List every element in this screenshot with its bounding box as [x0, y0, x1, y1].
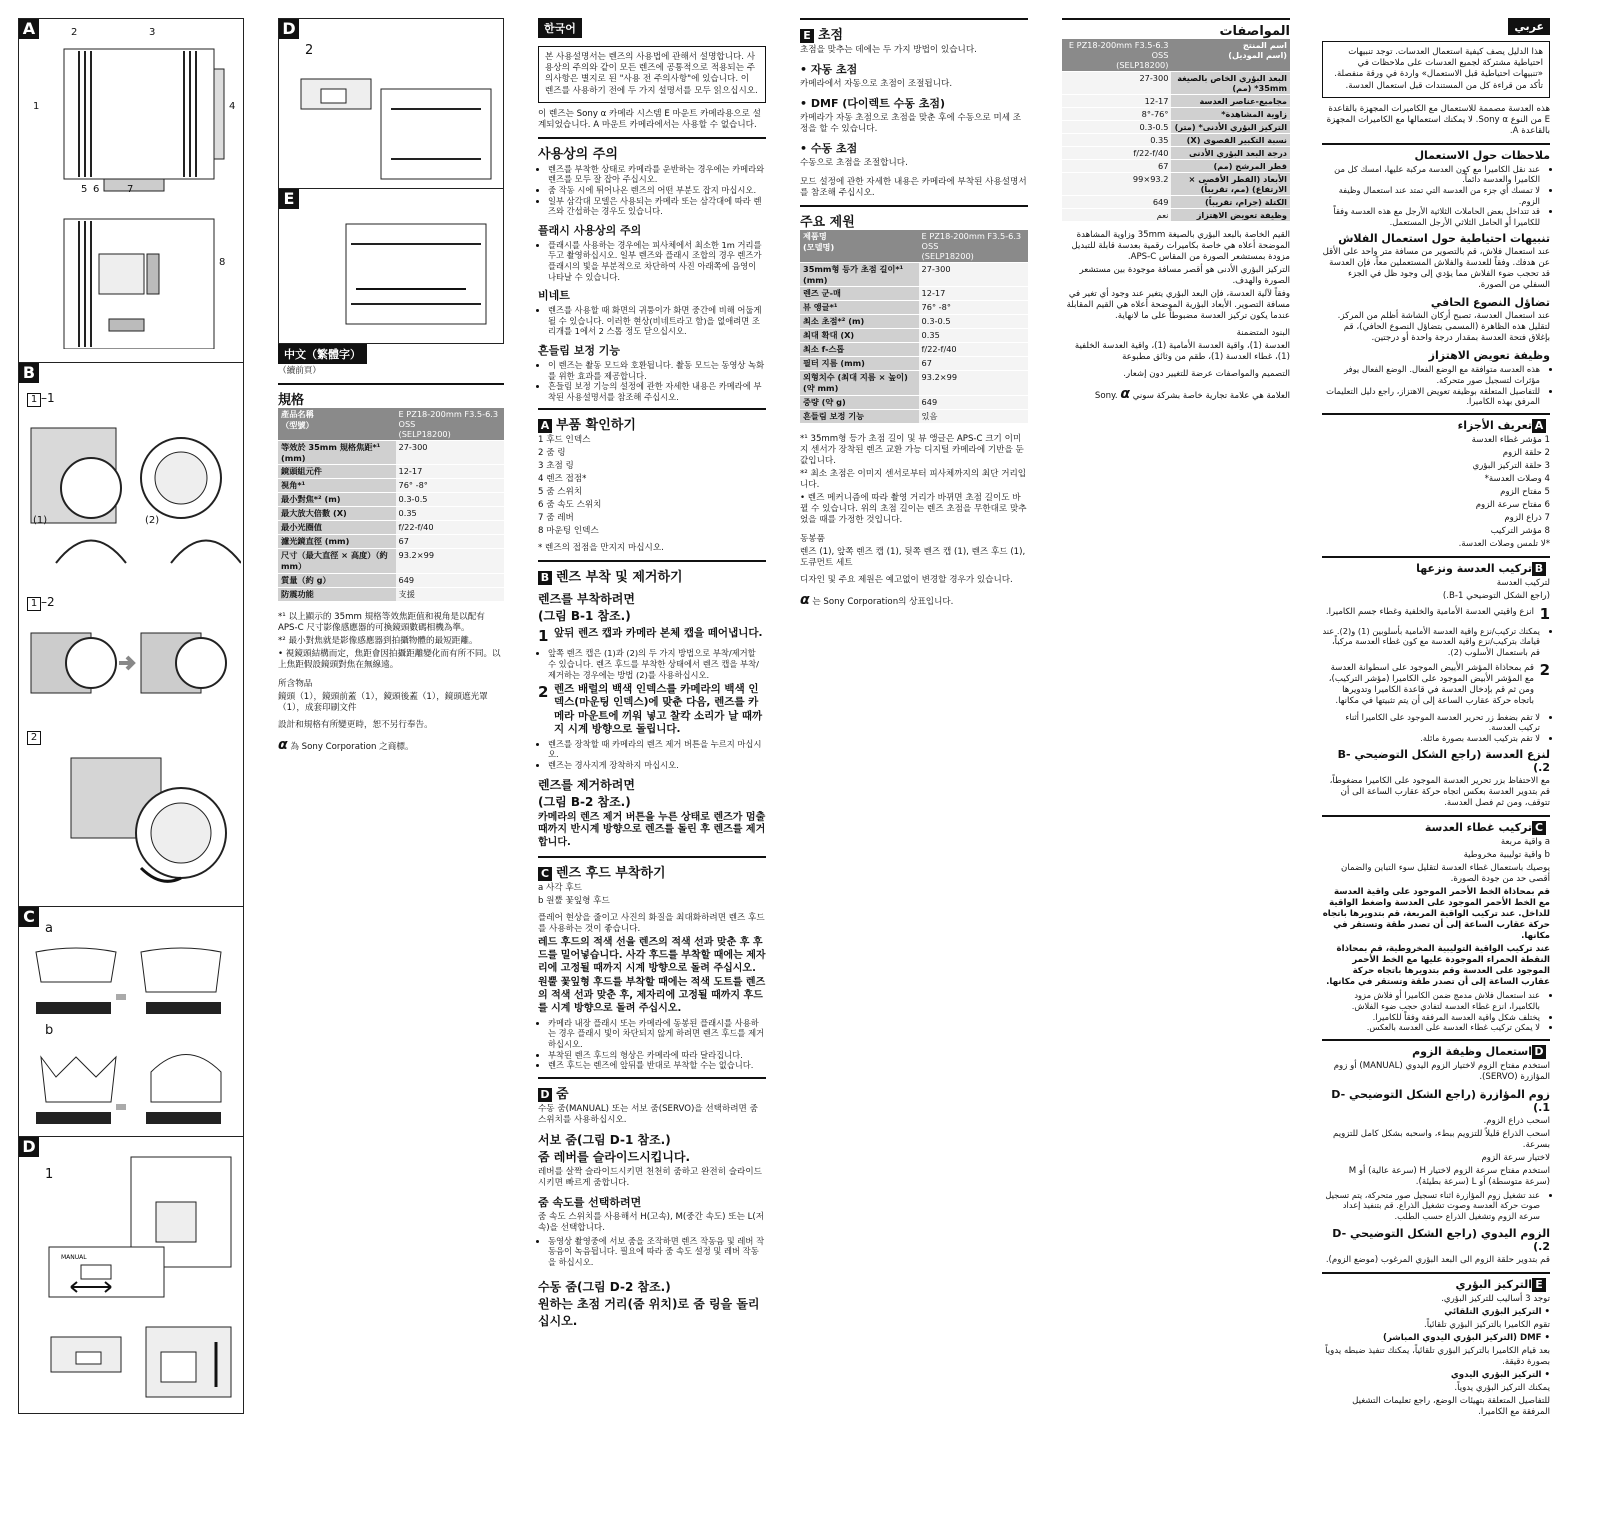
arabic-b-title: Bتركيب العدسة ونزعها	[1322, 556, 1550, 576]
chinese-incl: 鏡頭（1），鏡頭前蓋（1），鏡頭後蓋（1），鏡頭遮光罩（1），成套印刷文件	[278, 692, 488, 713]
spec-key: 필터 지름 (mm)	[800, 357, 919, 371]
arabic-intro: هذه العدسة مصممة للاستعمال مع الكاميرات المجهزة بالقاعدة E من النوع Sony α. لا يمكنك استعمالها مع الكاميرات المجهزة بالقاعدة A.	[1326, 103, 1550, 136]
arabic-c-bold-2: عند تركيب الواقية التوليبية المخروطية، قم بمحاذاة النقطة الحمراء الموجودة عليها مع الخط الأحمر الموجود على العدسة وقم بتدويرها باتجاه حركة عقارب الساعة إلى أن تصدر طقة وتستقر في مكانها.	[1326, 944, 1550, 988]
table-row	[278, 588, 504, 602]
spec-value: 12-17	[1062, 95, 1171, 108]
figure-b	[18, 362, 244, 908]
arabic-vig-title: تضاؤل النصوع الحافي	[1430, 296, 1550, 310]
chinese-spec-table	[278, 408, 504, 602]
table-row	[1062, 72, 1290, 95]
chinese-footnote-2: *² 最小對焦就是影像感應器到拍攝物體的最短距離。	[278, 636, 478, 646]
korean-vignette: • 렌즈를 사용할 때 화면의 귀퉁이가 화면 중간에 비해 어둡게 될 수 있습니다. 이러한 현상(비네트라고 함)을 없애려면 조리개를 1에서 2 스톱 정도 닫으십시오.	[548, 305, 766, 337]
list-item: • 렌즈를 부착한 상태로 카메라를 운반하는 경우에는 카메라와 렌즈를 모두 잘 잡아 주십시오.	[548, 164, 766, 185]
table-row	[278, 479, 504, 493]
korean-c-a: a 사각 후드	[538, 882, 582, 893]
zoom-lever-illustration	[21, 1147, 241, 1407]
spec-key: 제품명 (모델명)	[800, 230, 919, 263]
korean-e-dmf-text: 카메라가 자동 초점으로 초점을 맞춘 후에 수동으로 미세 조정을 할 수 있습니다.	[800, 113, 1022, 134]
korean-intro: 이 렌즈는 Sony α 카메라 시스템 E 마운트 카메라용으로 설계되었습니다. A 마운트 카메라에서는 사용할 수 없습니다.	[538, 108, 761, 130]
spec-value: 0.3-0.5	[396, 493, 504, 507]
arabic-usage-title: ملاحظات حول الاستعمال	[1322, 143, 1550, 162]
spec-key: نسبة التكبير القصوى (X)	[1171, 134, 1290, 147]
table-row	[1062, 196, 1290, 209]
arabic-spec-column	[1062, 18, 1290, 406]
figure-c-tag: C	[19, 907, 39, 927]
alpha-logo: α	[800, 592, 810, 608]
korean-vignette-title: 비네트	[538, 289, 570, 303]
korean-a-list	[538, 435, 766, 537]
arabic-e-dmf-text: بعد قيام الكاميرا بالتركيز البؤري تلقائياً، يمكنك تنفيذ ضبطه يدوياً بصورة دقيقة.	[1325, 1345, 1550, 1367]
figure-b1-label: 1 –1	[27, 391, 55, 407]
arabic-trademark: العلامة هي علامة تجارية خاصة بشركة سوني Sony. α	[1094, 386, 1290, 402]
arabic-note: هذا الدليل يصف كيفية استعمال العدسات. توجد تنبيهات احتياطية مشتركة لجميع العدسات على ملاحظات في «تنبيهات احتياطية قبل الاستعمال» واردة في ورقة منفصلة. تأكد من قراءة كل من المستندات قبل استعمال العدسة.	[1322, 41, 1550, 98]
list-item: 8 마운팅 인덱스	[538, 526, 599, 537]
spec-key: 等效於 35mm 規格焦距*¹ (mm)	[278, 441, 396, 465]
arabic-e-mf-text: يمكنك التركيز البؤري يدوياً.	[1454, 1382, 1550, 1393]
table-row	[800, 263, 1028, 287]
korean-e-more: 모드 설정에 관한 자세한 내용은 카메라에 부착된 사용설명서를 참조해 주십시오.	[800, 177, 1027, 198]
option-2-label: (2)	[145, 515, 160, 526]
spec-value: 93.2×99	[1062, 173, 1171, 196]
list-item: • 카메라 내장 플래시 또는 카메라에 동봉된 플래시를 사용하는 경우 플래시 빛이 차단되지 않게 하려면 렌즈 후드를 제거하십시오.	[548, 1018, 766, 1050]
arabic-flash: عند استعمال فلاش، قم بالتصوير من مسافة متر واحد على الأقل عن هدفك. وفقاً للعدسة والفلاش المستعملين معاً، فإن العدسة قد تحجب ضوء الفلاش مما يؤدي إلى وجود ظل في الجزء السفلي من الصورة.	[1322, 247, 1550, 291]
list-item: • 렌즈를 장착할 때 카메라의 렌즈 제거 버튼을 누르지 마십시오.	[548, 739, 766, 760]
arabic-e-title: Eالتركيز البؤري	[1322, 1272, 1550, 1292]
korean-d-speed: 줌 속도를 선택하려면	[538, 1195, 642, 1209]
table-row	[1062, 160, 1290, 173]
spec-key: البعد البؤري الخاص بالصيغة 35mm* (مم)	[1171, 72, 1290, 95]
arabic-d-servo-text-1: اسحب ذراع الزوم.	[1483, 1115, 1550, 1126]
spec-value: 27-300	[1062, 72, 1171, 95]
table-row	[800, 287, 1028, 301]
arabic-e-mf: • التركيز البؤري اليدوي	[1450, 1369, 1550, 1380]
chinese-change: 設計和規格有所變更時，恕不另行奉告。	[278, 720, 433, 730]
korean-d-text: 수동 줌(MANUAL) 또는 서보 줌(SERVO)을 선택하려면 줌 스위치를 사용하십시오.	[538, 1103, 758, 1125]
camera-with-lens-illustration	[21, 738, 241, 898]
table-row	[278, 441, 504, 465]
arabic-spec-footnote-2: التركيز البؤري الأدنى هو أقصر مسافة موجودة بين مستشعر الصورة والهدف.	[1079, 265, 1290, 286]
spec-value: 649	[1062, 196, 1171, 209]
list-item: • لا يمكن تركيب غطاء العدسة على العدسة بالعكس.	[1322, 1022, 1540, 1033]
chinese-footnote-3: • 視鏡頭結構而定，焦距會因拍攝距離變化而有所不同。以上焦距假設鏡頭對焦在無線遠。	[278, 649, 501, 670]
korean-precautions-list	[538, 164, 766, 217]
arabic-c-a: a واقية مربعة	[1500, 837, 1550, 848]
korean-d-speed-text: 줌 속도 스위치를 사용해서 H(고속), M(중간 속도) 또는 L(저속)을 선택합니다.	[538, 1211, 765, 1233]
figure-d2-tag: D	[279, 19, 299, 39]
korean-precautions-title: 사용상의 주의	[538, 137, 766, 162]
spec-key: 중량 (약 g)	[800, 396, 919, 410]
korean-footnote-2: *² 최소 초점은 이미지 센서로부터 피사체까지의 최단 거리입니다.	[800, 469, 1027, 490]
list-item: 5 줌 스위치	[538, 487, 583, 498]
chinese-trademark: α 為 Sony Corporation 之商標。	[278, 737, 414, 753]
arabic-b-sub: لتركيب العدسة	[1496, 577, 1550, 588]
svg-text:MANUAL: MANUAL	[61, 1254, 87, 1261]
figure-c	[18, 906, 244, 1138]
table-row	[800, 329, 1028, 343]
korean-e-mf-text: 수동으로 초점을 조절합니다.	[800, 158, 908, 168]
spec-key: 最大放大倍數 (X)	[278, 507, 396, 521]
arabic-b-step-2: 2 قم بمحاذاة المؤشر الأبيض الموجود على اسطوانة العدسة مع المؤشر الأبيض الموجود على الكاميرا (مؤشر التركيب)، ومن ثم قم بإدخال العدسة في قاعدة الكاميرا وتدويرها باتجاه حركة عقارب الساعة إلى أن يتم تثبيتها في مكانها.	[1328, 660, 1550, 706]
callout-8: 8	[219, 257, 226, 268]
table-row	[1062, 173, 1290, 196]
korean-c-text: 플레어 현상을 줄이고 사진의 화질을 최대화하려면 렌즈 후드를 사용하는 것이 좋습니다.	[538, 912, 765, 934]
korean-b-title: B 렌즈 부착 및 제거하기	[538, 560, 766, 585]
korean-footnote-1: *¹ 35mm형 등가 초점 길이 및 뷰 앵글은 APS-C 크기 이미지 센서가 장착된 렌즈 교환 가능 디지털 카메라에 기반을 둔 값입니다.	[800, 434, 1024, 466]
chinese-footnote-1: *¹ 以上顯示的 35mm 規格等效焦距值和視角是以配有 APS-C 尺寸影像感應器的可換鏡頭數碼相機為準。	[278, 612, 485, 633]
korean-c-b: b 원뿔 꽃잎형 후드	[538, 895, 610, 906]
korean-column-1	[538, 18, 766, 1331]
list-item: 4 렌즈 접점*	[538, 474, 587, 485]
hood-a-label: a	[45, 921, 53, 936]
spec-key: وظيفة تعويض الاهتزاز	[1171, 209, 1290, 222]
hood-attach-illustration	[21, 917, 241, 1137]
table-row	[800, 301, 1028, 315]
alpha-logo: α	[1120, 386, 1130, 402]
korean-e-mf: • 수동 초점	[800, 142, 858, 155]
figure-b2-step-label: 2	[27, 731, 41, 745]
list-item: 2 حلقة الزوم	[1502, 447, 1550, 458]
table-row	[278, 535, 504, 549]
table-row	[1062, 209, 1290, 222]
spec-key: 最小對焦*² (m)	[278, 493, 396, 507]
korean-a-title: A 부품 확인하기	[538, 408, 766, 433]
list-item: • 렌즈는 경사지게 장착하지 마십시오.	[548, 760, 766, 771]
spec-key: 최소 초점*² (m)	[800, 315, 919, 329]
spec-key: 最小光圈值	[278, 521, 396, 535]
table-row	[278, 574, 504, 588]
korean-e-title: E 초점	[800, 18, 1028, 43]
chinese-lang-tag: 中文（繁體字）	[278, 344, 367, 364]
arabic-d-servo-text-2: اسحب الذراع قليلاً للتزويم ببطء، واسحبه بشكل كامل للتزويم بسرعة.	[1333, 1128, 1550, 1150]
spec-value: 67	[1062, 160, 1171, 173]
korean-b-remove-text: 카메라의 렌즈 제거 버튼을 누른 상태로 렌즈가 멈출 때까지 반시계 방향으로 렌즈를 돌린 후 렌즈를 제거합니다.	[538, 811, 766, 849]
figure-b2-label: 1 –2	[27, 595, 55, 611]
chinese-incl-title: 所含物品	[278, 679, 313, 689]
list-item: • للتفاصيل المتعلقة بوظيفة تعويض الاهتزاز، راجع دليل التعليمات المرفق بهذه الكاميرا.	[1322, 386, 1540, 407]
korean-d-servo-text: 레버를 살짝 슬라이드시키면 천천히 줌하고 완전히 슬라이드시키면 빠르게 줌합니다.	[538, 1166, 762, 1188]
spec-value: 있음	[919, 410, 1028, 424]
arabic-incl-title: البنود المتضمنة	[1236, 328, 1290, 338]
arabic-b-ref: (راجع الشكل التوضيحي B-1.)	[1442, 590, 1550, 601]
arabic-b-step-1-note: • يمكنك تركيب/نزع واقية العدسة الأمامية بأسلوبين (1) و(2). عند قيامك بتركيب/نزع واقية العدسة مع كون غطاء العدسة مركباً، قم باستعمال الأسلوب (2).	[1322, 626, 1540, 658]
table-row	[1062, 95, 1290, 108]
option-1-label: (1)	[33, 515, 48, 526]
list-item: 7 ذراع الزوم	[1504, 512, 1550, 523]
arabic-d-manual: الزوم اليدوي (راجع الشكل التوضيحي D-2.)	[1332, 1226, 1550, 1253]
spec-value: 76° -8°	[919, 301, 1028, 315]
figure-a	[18, 18, 244, 364]
spec-value: 76° -8°	[396, 479, 504, 493]
spec-value: 支援	[396, 588, 504, 602]
korean-b-attach: 렌즈를 부착하려면 (그림 B-1 참조.)	[538, 592, 635, 624]
arabic-ss-title: وظيفة تعويض الاهتزاز	[1428, 349, 1550, 363]
korean-e-dmf: • DMF (다이렉트 수동 초점)	[800, 97, 946, 110]
list-item: • 흔들림 보정 기능의 설정에 관한 자세한 내용은 카메라에 부착된 사용설명서를 참조해 주십시오.	[548, 381, 766, 402]
table-row	[1062, 134, 1290, 147]
spec-value: 27-300	[396, 441, 504, 465]
arabic-a-title: Aتعريف الأجزاء	[1322, 413, 1550, 433]
korean-incl: 렌즈 (1), 앞쪽 렌즈 캡 (1), 뒷쪽 렌즈 캡 (1), 렌즈 후드 (1), 도큐먼트 세트	[800, 547, 1026, 568]
arabic-b-remove-text: مع الاحتفاظ بزر تحرير العدسة الموجود على الكاميرا مضغوطاً، قم بتدوير العدسة بعكس اتجاه حركة عقارب الساعة الى أن تتوقف، ومن ثم فصل العدسة.	[1329, 776, 1550, 809]
arabic-c-title: Cتركيب غطاء العدسة	[1322, 815, 1550, 835]
arabic-d-text: استخدم مفتاح الزوم لاختيار الزوم اليدوي (MANUAL) أو زوم المؤازرة (SERVO).	[1333, 1060, 1550, 1082]
list-item: 1 후드 인덱스	[538, 435, 591, 446]
arabic-spec-footnote: القيم الخاصة بالبعد البؤري بالصيغة 35mm وزاوية المشاهدة الموضحة أعلاه هي خاصة بكاميرات رقمية بعدسة قابلة للتبديل مزودة بمستشعر الصورة من المقاس APS-C.	[1071, 230, 1290, 262]
spec-value: 0.3-0.5	[919, 315, 1028, 329]
korean-footnote-3: • 렌즈 메커니즘에 따라 촬영 거리가 바뀌면 초점 길이도 바뀔 수 있습니다. 위의 초점 길이는 렌즈 초점을 무한대로 맞추었을 때를 가정한 것입니다.	[800, 493, 1027, 525]
spec-value: نعم	[1062, 209, 1171, 222]
korean-c-bold-2: 원뿔 꽃잎형 후드를 부착할 때에는 적색 도트를 렌즈의 적색 선과 맞춘 후, 제자리에 고정될 때까지 후드를 시계 방향으로 돌려 주십시오.	[538, 977, 766, 1014]
spec-key: 최대 확대 (X)	[800, 329, 919, 343]
spec-key: 防震功能	[278, 588, 396, 602]
korean-incl-title: 동봉품	[800, 534, 825, 544]
table-row	[800, 315, 1028, 329]
list-item: • لا تمسك أي جزء من العدسة التي تمتد عند استعمال وظيفة الزوم.	[1322, 185, 1540, 206]
table-row	[800, 396, 1028, 410]
table-row	[278, 493, 504, 507]
spec-value: 67	[396, 535, 504, 549]
table-row	[800, 230, 1028, 263]
arabic-b-step-1: 1 انزع واقيتي العدسة الأمامية والخلفية وغطاء جسم الكاميرا.	[1325, 604, 1550, 623]
table-row	[800, 410, 1028, 424]
korean-d-servo: 서보 줌(그림 D-1 참조.) 줌 레버를 슬라이드시킵니다.	[538, 1132, 691, 1164]
list-item: • 줌 작동 시에 튀어나온 렌즈의 어떤 부분도 잡지 마십시오.	[548, 185, 766, 196]
table-row	[278, 507, 504, 521]
spec-key: 產品名稱 （型號）	[278, 408, 396, 441]
figure-d	[18, 1136, 244, 1414]
spec-key: 흔들림 보정 기능	[800, 410, 919, 424]
korean-a-note: * 렌즈의 접점을 만지지 마십시오.	[538, 543, 664, 554]
figure-b-tag: B	[19, 363, 39, 383]
korean-e-af-text: 카메라에서 자동으로 초점이 조절됩니다.	[800, 79, 953, 89]
korean-trademark: α 는 Sony Corporation의 상표입니다.	[800, 592, 954, 608]
korean-b-step-1: 1 앞뒤 렌즈 캡과 카메라 본체 캡을 떼어냅니다.	[538, 627, 763, 646]
korean-spec-table	[800, 230, 1028, 424]
spec-value: 76°-8°	[1062, 108, 1171, 121]
korean-b-step-1-note: • 앞쪽 렌즈 캡은 (1)과 (2)의 두 가지 방법으로 부착/제거할 수 있습니다. 렌즈 후드를 부착한 상태에서 렌즈 캡을 부착/제거하는 경우에는 방법 (2)를 사용하십시오.	[548, 648, 766, 680]
arabic-spec-table	[1062, 39, 1290, 222]
arabic-main-column	[1322, 18, 1550, 1420]
spec-key: اسم المنتج (اسم الموديل)	[1171, 39, 1290, 72]
arabic-vig: عند استعمال العدسة، تصبح أركان الشاشة أظلم من المركز. لتقليل هذه الظاهرة (المسمى بتضاؤل النصوع الحافي)، قم بإغلاق فتحة العدسة بمقدار درجة واحدة أو درجتين.	[1337, 311, 1550, 344]
hood-b-label: b	[45, 1023, 54, 1038]
table-row	[278, 408, 504, 441]
arabic-d-manual-text: قم بتدوير حلقة الزوم الى البعد البؤري المرغوب (موضع الزوم).	[1325, 1254, 1550, 1265]
figure-a-tag: A	[19, 19, 39, 39]
spec-key: قطر المرشح (مم)	[1171, 160, 1290, 173]
list-item: 6 줌 속도 스위치	[538, 500, 602, 511]
spec-value: 67	[919, 357, 1028, 371]
figure-e	[278, 188, 504, 344]
arabic-e-af: • التركيز البؤري التلقائي	[1444, 1306, 1550, 1317]
spec-value: 649	[919, 396, 1028, 410]
spec-key: درجة البعد البؤري الأدنى	[1171, 147, 1290, 160]
camera-cap-illustration	[21, 408, 241, 588]
table-row	[278, 465, 504, 479]
list-item: • 렌즈 후드는 렌즈에 앞뒤를 반대로 부착할 수는 없습니다.	[548, 1060, 766, 1071]
callout-1: 1	[33, 101, 40, 112]
spec-key: 외형치수 (최대 지름 × 높이) (약 mm)	[800, 371, 919, 396]
korean-flash: • 플래시를 사용하는 경우에는 피사체에서 최소한 1m 거리를 두고 촬영하십시오. 일부 렌즈와 플래시 조합의 경우 렌즈가 플래시의 빛을 부분적으로 차단하여 사진 아래쪽에 음영이 나타날 수 있습니다.	[548, 240, 766, 282]
spec-value: 649	[396, 574, 504, 588]
list-item: • لا تقم بضغط زر تحرير العدسة الموجود على الكاميرا أثناء تركيب العدسة.	[1322, 712, 1540, 733]
spec-key: 뷰 앵글*¹	[800, 301, 919, 315]
korean-d-speed-note: • 동영상 촬영중에 서보 줌을 조작하면 렌즈 작동음 및 레버 작동음이 녹음됩니다. 필요에 따라 줌 속도 설정 및 레버 작동을 하십시오.	[548, 1236, 766, 1268]
figure-e-tag: E	[279, 189, 299, 209]
chinese-section	[278, 344, 504, 757]
list-item: • 이 렌즈는 촬동 모드와 호환됩니다. 촬동 모드는 동영상 녹화를 위한 효과를 제공합니다.	[548, 360, 766, 381]
arabic-b-remove: لنزع العدسة (راجع الشكل التوضيحي B-2.)	[1337, 748, 1550, 775]
spec-key: زاوية المشاهدة*	[1171, 108, 1290, 121]
spec-value: 0.35	[396, 507, 504, 521]
figure-d2	[278, 18, 504, 190]
korean-flash-title: 플래시 사용상의 주의	[538, 223, 642, 237]
korean-change: 디자인 및 주요 제원은 예고없이 변경할 경우가 있습니다.	[800, 575, 1013, 585]
korean-ss-title: 흔들림 보정 기능	[538, 344, 621, 357]
list-item: • عند نقل الكاميرا مع كون العدسة مركبة عليها، امسك كل من الكاميرا والعدسة دائماً.	[1322, 164, 1540, 185]
focus-ring-illustration	[281, 199, 501, 339]
spec-value: E PZ18-200mm F3.5-6.3 OSS (SELP18200)	[919, 230, 1028, 263]
callout-4: 4	[229, 101, 236, 112]
arabic-spec-title: المواصفات	[1062, 18, 1290, 39]
korean-lang-tag: 한국어	[538, 18, 582, 38]
spec-value: f/22-f/40	[396, 521, 504, 535]
table-row	[1062, 121, 1290, 134]
list-item: • يختلف شكل واقية العدسة المرفقة وفقاً للكاميرا.	[1322, 1012, 1540, 1023]
arabic-lang-tag: عربي	[1508, 18, 1550, 35]
arabic-incl: العدسة (1)، واقية العدسة الأمامية (1)، واقية العدسة الخلفية (1)، غطاء العدسة (1)، طقم من وثائق مطبوعة	[1074, 341, 1290, 362]
arabic-e-dmf: • DMF (التركيز البؤري اليدوي المباشر)	[1383, 1332, 1550, 1343]
table-row	[800, 357, 1028, 371]
chinese-cont: （續前頁）	[278, 366, 321, 376]
spec-key: 최소 f-스톱	[800, 343, 919, 357]
spec-value: 93.2×99	[919, 371, 1028, 396]
spec-key: 視角*¹	[278, 479, 396, 493]
arabic-d-speed: لاختيار سرعة الزوم	[1481, 1152, 1550, 1163]
spec-key: 렌즈 군-매	[800, 287, 919, 301]
table-row	[278, 549, 504, 574]
spec-key: 尺寸（最大直徑 × 高度）（約 mm）	[278, 549, 396, 574]
arabic-c-bold-1: قم بمحاذاة الخط الأحمر الموجود على واقية العدسة مع الخط الأحمر الموجود على العدسة واضغط الواقية للداخل. عند تركيب الواقية المربعة، قم بتدويرها باتجاه حركة عقارب الساعة إلى أن تصدر طقة وتستقر في مكانها.	[1322, 887, 1550, 942]
spec-value: 0.35	[919, 329, 1028, 343]
zoom-ring-illustration	[281, 39, 501, 189]
list-item: 5 مفتاح الزوم	[1500, 486, 1550, 497]
spec-key: التركيز البؤري الأدنى* (متر)	[1171, 121, 1290, 134]
chinese-spec-title: 規格	[278, 383, 504, 408]
arabic-a-list	[1322, 435, 1550, 537]
arabic-d-title: Dاستعمال وظيفة الزوم	[1322, 1039, 1550, 1059]
callout-7: 7	[127, 184, 134, 195]
arabic-d-servo: زوم المؤازرة (راجع الشكل التوضيحي D-1.)	[1331, 1087, 1550, 1114]
spec-value: E PZ18-200mm F3.5-6.3 OSS (SELP18200)	[396, 408, 504, 441]
callout-3: 3	[149, 27, 156, 38]
arabic-flash-title: تنبيهات احتياطية حول استعمال الفلاش	[1338, 232, 1550, 246]
korean-e-af: • 자동 초점	[800, 63, 858, 76]
table-row	[1062, 108, 1290, 121]
arabic-e-more: للتفاصيل المتعلقة بتهيئات الوضع، راجع تعليمات التشغيل المرفقة مع الكاميرا.	[1352, 1395, 1550, 1417]
lens-mount-illustration	[21, 618, 241, 718]
spec-value: f/22-f/40	[919, 343, 1028, 357]
list-item: 1 مؤشر غطاء العدسة	[1471, 434, 1550, 445]
arabic-c-text: يوصيك باستعمال غطاء العدسة لتقليل سوء التباين والضمان أقصى حد من جودة الصورة.	[1341, 863, 1550, 885]
table-row	[800, 343, 1028, 357]
arabic-d-speed-note: • عند تشغيل زوم المؤازرة اثناء تسجيل صور متحركة، يتم تسجيل صوت حركة العدسة وصوت تشغيل الذراع. قم بتنفيذ إعداد سرعة الزوم وتشغيل الذراع حسب الطلب.	[1322, 1190, 1540, 1222]
spec-value: 93.2×99	[396, 549, 504, 574]
list-item: 6 مفتاح سرعة الزوم	[1475, 499, 1550, 510]
korean-note: 본 사용설명서는 렌즈의 사용법에 관해서 설명합니다. 사용상의 주의와 같이 모든 렌즈에 공통적으로 적용되는 주의사항은 별지로 된 "사용 전 주의사항"에 있습니다. 이 렌즈를 사용하기 전에 두 가지 설명서를 모두 읽으십시오.	[538, 46, 766, 103]
list-item: • لا تقم بتركيب العدسة بصورة مائلة.	[1322, 733, 1540, 744]
list-item: 7 줌 레버	[538, 513, 574, 524]
list-item: • 일부 삼각대 모델은 사용되는 카메라 또는 삼각대에 따라 렌즈와 간섭하는 경우도 있습니다.	[548, 196, 766, 217]
list-item: 4 وصلات العدسة*	[1484, 473, 1550, 484]
spec-key: 質量（約 g）	[278, 574, 396, 588]
korean-b-step-2: 2 렌즈 배럴의 백색 인덱스를 카메라의 백색 인덱스(마운팅 인덱스)에 맞춘 다음, 렌즈를 카메라 마운트에 끼워 넣고 찰칵 소리가 날 때까지 시계 방향으로 돌립니다.	[538, 683, 763, 735]
list-item: • قد تتداخل بعض الحاملات الثلاثية الأرجل مع هذه العدسة وفقاً للكاميرا أو الحامل الثلاثي الأرجل المستعمل.	[1322, 206, 1540, 227]
list-item: 8 مؤشر التركيب	[1490, 525, 1550, 536]
list-item: • 부착된 렌즈 후드의 형상은 카메라에 따라 달라집니다.	[548, 1050, 766, 1061]
spec-value: 12-17	[396, 465, 504, 479]
table-row	[1062, 147, 1290, 160]
korean-b-remove: 렌즈를 제거하려면 (그림 B-2 참조.)	[538, 777, 635, 809]
list-item: 3 حلقة التركيز البؤري	[1472, 460, 1550, 471]
arabic-e-text: توجد 3 أساليب للتركيز البؤري.	[1441, 1293, 1550, 1304]
korean-spec-title: 주요 제원	[800, 205, 1028, 230]
arabic-e-af-text: تقوم الكاميرا بالتركيز البؤري تلقائياً.	[1424, 1319, 1550, 1330]
arabic-change: التصميم والمواصفات عرضة للتغيير دون إشعار.	[1123, 369, 1290, 379]
list-item: • عند استعمال فلاش مدمج ضمن الكاميرا أو فلاش مزود بالكاميرا، انزع غطاء العدسة لتفادي حجب ضوء الفلاش.	[1322, 990, 1540, 1011]
spec-value: 0.3-0.5	[1062, 121, 1171, 134]
list-item: 2 줌 링	[538, 448, 566, 459]
figure-d1-label: 1	[45, 1167, 54, 1182]
spec-value: 0.35	[1062, 134, 1171, 147]
callout-6: 6	[93, 184, 100, 195]
arabic-d-speed-text: استخدم مفتاح سرعة الزوم لاختيار H (سرعة عالية) أو M (سرعة متوسطة) أو L (سرعة بطيئة).	[1348, 1165, 1550, 1187]
arabic-spec-footnote-3: وفقاً لآلية العدسة، فإن البعد البؤري يتغير عند وجود أي تغير في مسافة التصوير. الأبعاد البؤرية الموضحة أعلاه هي القيم المقابلة عندما يكون تركيز العدسة مضبوطاً على ما لانهاية.	[1066, 289, 1290, 321]
table-row	[278, 521, 504, 535]
spec-key: 濾光鏡直徑 (mm)	[278, 535, 396, 549]
list-item: 3 초점 링	[538, 461, 574, 472]
spec-value: f/22-f/40	[1062, 147, 1171, 160]
spec-key: مجاميع-عناصر العدسة	[1171, 95, 1290, 108]
table-row	[1062, 39, 1290, 72]
callout-5: 5	[81, 184, 88, 195]
korean-c-title: C 렌즈 후드 부착하기	[538, 856, 766, 881]
figure-d2-label: 2	[305, 43, 314, 58]
korean-d-manual: 수동 줌(그림 D-2 참조.) 원하는 초점 거리(줌 위치)로 줌 링을 돌리십시오.	[538, 1279, 760, 1328]
alpha-logo: α	[278, 737, 288, 753]
korean-e-text: 초점을 맞추는 데에는 두 가지 방법이 있습니다.	[800, 45, 977, 55]
arabic-c-b: b واقية توليبية مخروطية	[1463, 850, 1550, 861]
arabic-a-note: *لا تلمس وصلات العدسة.	[1458, 538, 1550, 549]
spec-key: 鏡頭組元件	[278, 465, 396, 479]
spec-value: E PZ18-200mm F3.5-6.3 OSS (SELP18200)	[1062, 39, 1171, 72]
table-row	[800, 371, 1028, 396]
list-item: • هذه العدسة متوافقة مع الوضع الفعال. الوضع الفعال يوفر مؤثرات لتسجيل صور متحركة.	[1322, 364, 1540, 385]
spec-key: الأبعاد (القطر الأقصى × الارتفاع) (مم، تقريباً)	[1171, 173, 1290, 196]
spec-value: 27-300	[919, 263, 1028, 287]
figure-d-tag: D	[19, 1137, 39, 1157]
spec-key: الكتلة (جرام، تقريباً)	[1171, 196, 1290, 209]
callout-2: 2	[71, 27, 78, 38]
spec-key: 35mm형 등가 초점 길이*¹ (mm)	[800, 263, 919, 287]
spec-value: 12-17	[919, 287, 1028, 301]
korean-c-bold-1: 레드 후드의 적색 선을 렌즈의 적색 선과 맞춘 후 후드를 밀어넣습니다. 사각 후드를 부착할 때에는 제자리에 고정될 때까지 시계 방향으로 돌려 주십시오.	[538, 936, 766, 974]
korean-column-2	[800, 18, 1028, 612]
korean-d-title: D 줌	[538, 1077, 766, 1102]
